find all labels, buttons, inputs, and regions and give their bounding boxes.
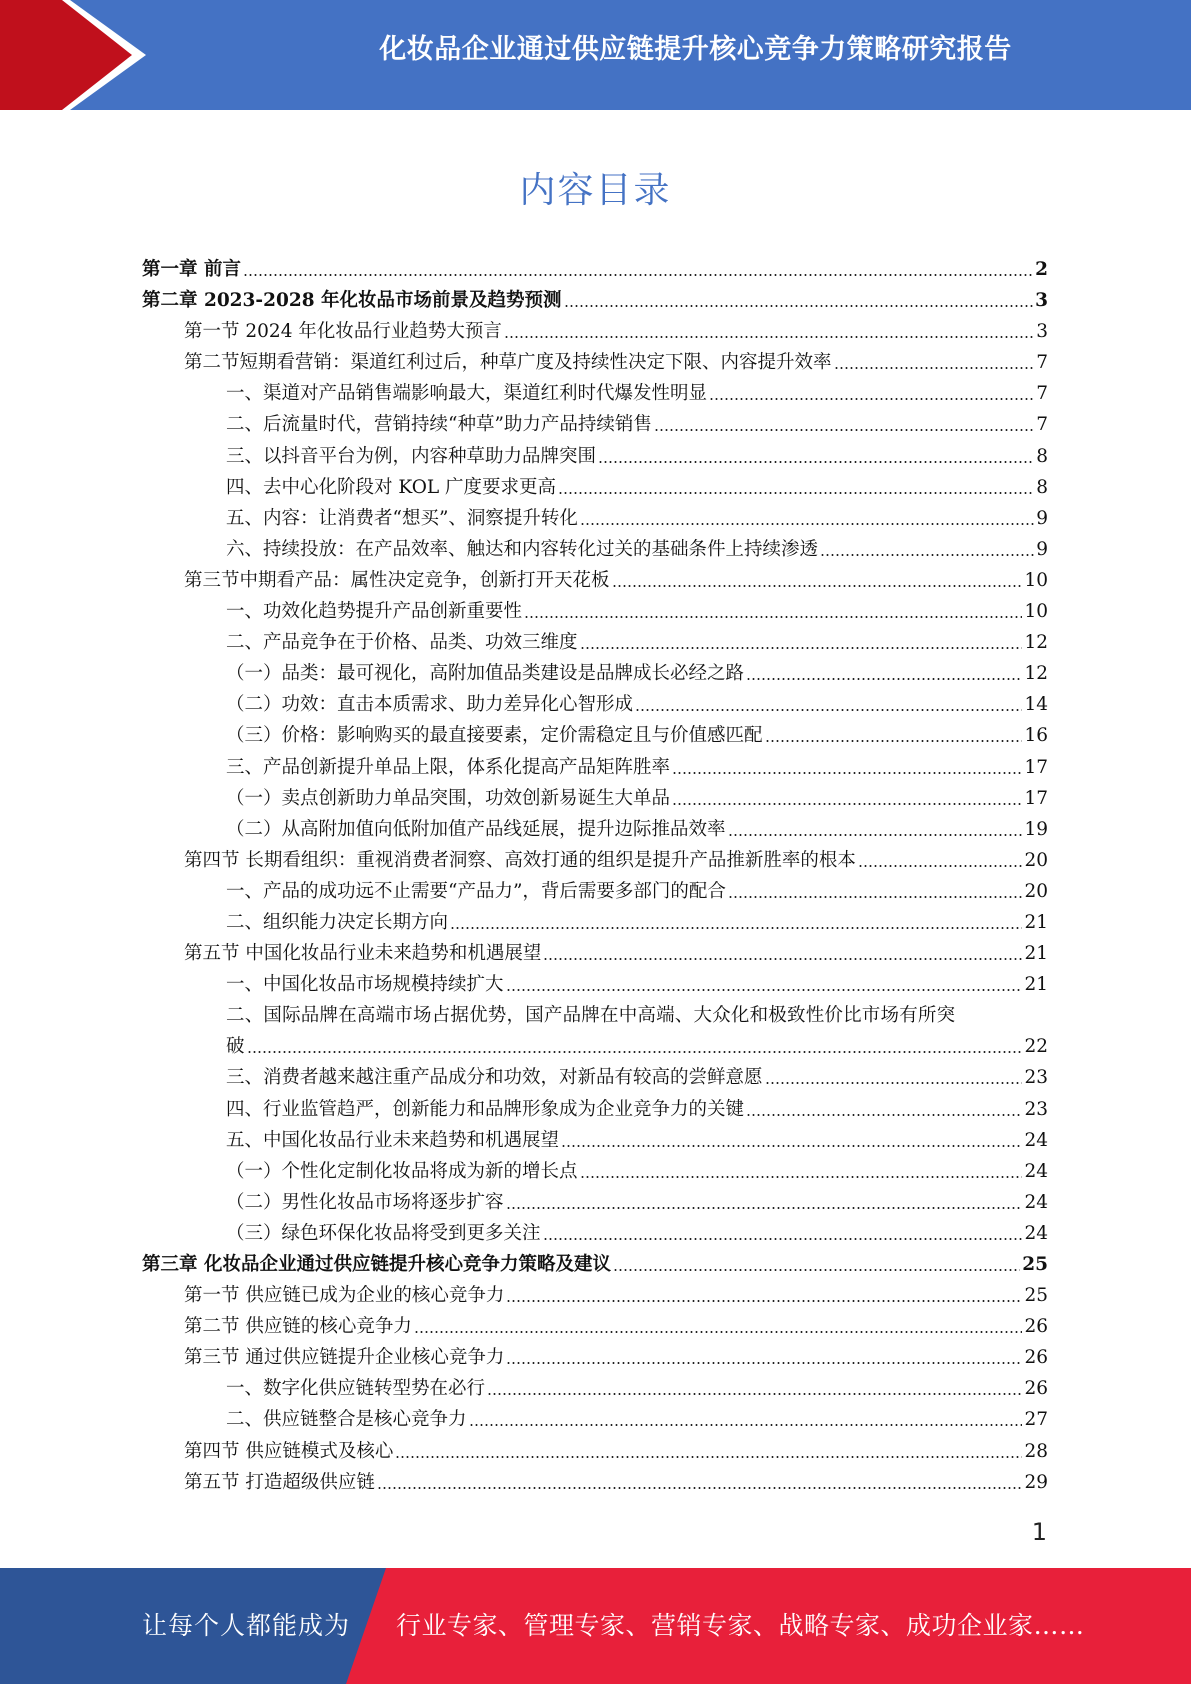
toc-entry-title: 一、中国化妆品市场规模持续扩大 (226, 974, 504, 996)
toc-entry-title: （三）绿色环保化妆品将受到更多关注 (226, 1222, 541, 1244)
toc-entry-title: （三）价格：影响购买的最直接要素，定价需稳定且与价值感匹配 (226, 725, 763, 747)
toc-entry-page: 23 (1024, 1067, 1048, 1089)
dot-leader (524, 601, 1022, 620)
toc-entry[interactable] (142, 472, 1048, 503)
toc-entry-page: 26 (1024, 1378, 1048, 1400)
toc-entry[interactable] (142, 1436, 1048, 1467)
toc-entry[interactable] (142, 845, 1048, 876)
page-number: 1 (1031, 1518, 1047, 1546)
toc-entry-page: 24 (1024, 1160, 1048, 1182)
toc-entry-title: 第三节 通过供应链提升企业核心竞争力 (184, 1347, 505, 1369)
toc-entry-page: 28 (1024, 1440, 1048, 1462)
toc-entry-page: 12 (1024, 632, 1048, 654)
toc-entry-title: 第五节 打造超级供应链 (184, 1471, 375, 1493)
toc-entry-page: 22 (1024, 1036, 1048, 1058)
dot-leader (765, 725, 1023, 744)
toc-entry[interactable] (142, 534, 1048, 565)
toc-entry-page: 29 (1024, 1471, 1048, 1493)
toc-entry-title: 第二节 供应链的核心竞争力 (184, 1316, 412, 1338)
toc-entry-page: 23 (1024, 1098, 1048, 1120)
toc-entry-title: （二）功效：直击本质需求、助力差异化心智形成 (226, 694, 634, 716)
toc-entry-title: （二）从高附加值向低附加值产品线延展，提升边际推品效率 (226, 818, 726, 840)
toc-entry-title: 二、组织能力决定长期方向 (226, 911, 449, 933)
toc-entry-title: 破 (226, 1036, 245, 1058)
toc-entry-page: 17 (1024, 756, 1048, 778)
toc-entry-page: 2 (1035, 259, 1048, 280)
toc-entry[interactable] (142, 347, 1048, 378)
toc-entry-page: 24 (1024, 1222, 1048, 1244)
toc-entry[interactable] (142, 938, 1048, 969)
toc-entry[interactable] (142, 1125, 1048, 1156)
dot-leader (746, 663, 1022, 682)
toc-entry[interactable] (142, 1404, 1048, 1435)
toc-entry-title: 三、消费者越来越注重产品成分和功效，对新品有较高的尝鲜意愿 (226, 1067, 763, 1089)
toc-entry[interactable] (142, 316, 1048, 347)
dot-leader (414, 1316, 1023, 1335)
toc-entry-page: 21 (1024, 943, 1048, 965)
toc-entry-page: 7 (1036, 414, 1048, 436)
dot-leader (728, 818, 1023, 837)
toc-entry-title: 第三节中期看产品：属性决定竞争，创新打开天花板 (184, 569, 610, 591)
dot-leader (543, 1222, 1023, 1241)
toc-entry-page: 3 (1035, 290, 1048, 312)
toc-entry-title: 二、供应链整合是核心竞争力 (226, 1409, 467, 1431)
toc-entry-title: （一）个性化定制化妆品将成为新的增长点 (226, 1160, 578, 1182)
toc-entry-page: 9 (1036, 507, 1048, 529)
dot-leader (613, 1254, 1020, 1273)
dot-leader (580, 507, 1034, 526)
dot-leader (504, 321, 1034, 340)
toc-entry-page: 26 (1024, 1316, 1048, 1338)
header-chevron-logo (0, 0, 160, 110)
dot-leader (580, 1160, 1023, 1179)
dot-leader (858, 849, 1023, 868)
toc-entry-title: 第二章 2023-2028 年化妆品市场前景及趋势预测 (142, 290, 562, 312)
toc-entry[interactable] (142, 627, 1048, 658)
toc-entry-page: 14 (1024, 694, 1048, 716)
toc-entry-page: 27 (1024, 1409, 1048, 1431)
toc-entry-title: 三、产品创新提升单品上限，体系化提高产品矩阵胜率 (226, 756, 671, 778)
toc-entry[interactable] (142, 1000, 1048, 1031)
toc-entry[interactable] (142, 783, 1048, 814)
toc-entry[interactable] (142, 1280, 1048, 1311)
footer-slogan-left: 让每个人都能成为 (142, 1611, 351, 1640)
toc-entry-page: 19 (1024, 818, 1048, 840)
toc-entry[interactable] (142, 285, 1048, 316)
dot-leader (243, 259, 1033, 278)
toc-entry-page: 26 (1024, 1347, 1048, 1369)
toc-entry[interactable] (142, 254, 1048, 285)
toc-entry[interactable] (142, 814, 1048, 845)
page-footer (0, 1568, 1191, 1684)
toc-entry-title: 三、以抖音平台为例，内容种草助力品牌突围 (226, 445, 597, 467)
dot-leader (728, 880, 1023, 899)
dot-leader (820, 538, 1034, 557)
toc-entry-page: 20 (1024, 849, 1048, 871)
toc-entry-page: 25 (1024, 1285, 1048, 1307)
table-of-contents (142, 254, 1048, 1498)
toc-entry-title: 第五节 中国化妆品行业未来趋势和机遇展望 (184, 943, 542, 965)
toc-entry-page: 10 (1024, 601, 1048, 623)
toc-entry[interactable] (142, 689, 1048, 720)
toc-entry-title: 二、国际品牌在高端市场占据优势，国产品牌在中高端、大众化和极致性价比市场有所突 (226, 1005, 956, 1027)
toc-entry[interactable] (142, 1467, 1048, 1498)
toc-entry[interactable] (142, 658, 1048, 689)
toc-entry-page: 10 (1024, 569, 1048, 591)
toc-entry-title: 第一节 供应链已成为企业的核心竞争力 (184, 1285, 505, 1307)
dot-leader (654, 414, 1034, 433)
toc-entry-title: 第三章 化妆品企业通过供应链提升核心竞争力策略及建议 (142, 1254, 611, 1275)
toc-entry-page: 7 (1036, 383, 1048, 405)
toc-entry-page: 17 (1024, 787, 1048, 809)
toc-entry-title: 四、行业监管趋严，创新能力和品牌形象成为企业竞争力的关键 (226, 1098, 745, 1120)
dot-leader (564, 290, 1034, 309)
dot-leader (506, 1191, 1023, 1210)
dot-leader (506, 1347, 1022, 1366)
report-title: 化妆品企业通过供应链提升核心竞争力策略研究报告 (379, 34, 1012, 65)
toc-entry[interactable] (142, 1249, 1048, 1280)
toc-entry-title: 一、数字化供应链转型势在必行 (226, 1378, 486, 1400)
toc-entry-title: 二、后流量时代，营销持续“种草”助力产品持续销售 (226, 414, 652, 436)
dot-leader (612, 569, 1023, 588)
toc-entry-title: 五、内容：让消费者“想买”、洞察提升转化 (226, 507, 578, 529)
toc-entry-title: 第二节短期看营销：渠道红利过后，种草广度及持续性决定下限、内容提升效率 (184, 352, 832, 374)
toc-entry-title: 二、产品竞争在于价格、品类、功效三维度 (226, 632, 578, 654)
dot-leader (450, 911, 1022, 930)
toc-entry-title: 一、产品的成功远不止需要“产品力”，背后需要多部门的配合 (226, 880, 726, 902)
toc-entry-page: 24 (1024, 1129, 1048, 1151)
page-header (0, 0, 1191, 110)
dot-leader (377, 1471, 1023, 1490)
toc-entry[interactable] (142, 1187, 1048, 1218)
toc-entry-title: （一）品类：最可视化，高附加值品类建设是品牌成长必经之路 (226, 663, 745, 685)
toc-entry-page: 20 (1024, 880, 1048, 902)
dot-leader (580, 632, 1023, 651)
dot-leader (558, 476, 1034, 495)
toc-entry-title: 一、功效化趋势提升产品创新重要性 (226, 601, 523, 623)
dot-leader (543, 943, 1022, 962)
toc-entry-title: 第一节 2024 年化妆品行业趋势大预言 (184, 321, 502, 343)
dot-leader (561, 1129, 1022, 1148)
toc-entry-title: 第一章 前言 (142, 259, 241, 280)
toc-entry-title: 五、中国化妆品行业未来趋势和机遇展望 (226, 1129, 560, 1151)
toc-entry-page: 8 (1036, 476, 1048, 498)
toc-entry-page: 8 (1036, 445, 1048, 467)
toc-entry[interactable] (142, 969, 1048, 1000)
dot-leader (469, 1409, 1023, 1428)
toc-entry-title: （一）卖点创新助力单品突围，功效创新易诞生大单品 (226, 787, 671, 809)
toc-entry-page: 12 (1024, 663, 1048, 685)
toc-entry-title: 一、渠道对产品销售端影响最大，渠道红利时代爆发性明显 (226, 383, 708, 405)
toc-entry-page: 7 (1036, 352, 1048, 374)
dot-leader (834, 352, 1035, 371)
dot-leader (506, 974, 1023, 993)
toc-entry[interactable] (142, 1342, 1048, 1373)
toc-entry-title: 六、持续投放：在产品效率、触达和内容转化过关的基础条件上持续渗透 (226, 538, 819, 560)
toc-entry-page: 21 (1024, 974, 1048, 996)
toc-entry[interactable] (142, 441, 1048, 472)
toc-entry-title: 四、去中心化阶段对 KOL 广度要求更高 (226, 476, 557, 498)
dot-leader (506, 1285, 1022, 1304)
toc-entry[interactable] (142, 596, 1048, 627)
toc-entry-title: （二）男性化妆品市场将逐步扩容 (226, 1191, 504, 1213)
dot-leader (672, 787, 1022, 806)
toc-entry[interactable] (142, 378, 1048, 409)
toc-entry[interactable] (142, 1156, 1048, 1187)
dot-leader (487, 1378, 1022, 1397)
toc-entry-title: 第四节 供应链模式及核心 (184, 1440, 394, 1462)
toc-entry[interactable] (142, 1373, 1048, 1404)
dot-leader (746, 1098, 1022, 1117)
dot-leader (247, 1036, 1023, 1055)
dot-leader (672, 756, 1022, 775)
toc-title: 内容目录 (519, 170, 672, 211)
footer-slogan-right: 行业专家、管理专家、营销专家、战略专家、成功企业家…… (396, 1611, 1085, 1640)
toc-entry[interactable] (142, 752, 1048, 783)
toc-entry[interactable] (142, 1094, 1048, 1125)
toc-entry-title: 第四节 长期看组织：重视消费者洞察、高效打通的组织是提升产品推新胜率的根本 (184, 849, 856, 871)
dot-leader (635, 694, 1022, 713)
toc-entry-page: 3 (1036, 321, 1048, 343)
toc-entry[interactable] (142, 409, 1048, 440)
toc-entry-continued[interactable] (142, 1031, 1048, 1062)
toc-entry-page: 16 (1024, 725, 1048, 747)
toc-entry-page: 24 (1024, 1191, 1048, 1213)
toc-entry-page: 25 (1022, 1254, 1048, 1275)
toc-entry[interactable] (142, 907, 1048, 938)
toc-entry-page: 21 (1024, 911, 1048, 933)
toc-entry[interactable] (142, 720, 1048, 751)
dot-leader (395, 1440, 1022, 1459)
toc-entry[interactable] (142, 1218, 1048, 1249)
toc-entry[interactable] (142, 1311, 1048, 1342)
toc-entry[interactable] (142, 1062, 1048, 1093)
toc-entry-page: 9 (1036, 538, 1048, 560)
dot-leader (709, 383, 1034, 402)
dot-leader (598, 445, 1034, 464)
toc-entry[interactable] (142, 503, 1048, 534)
toc-entry[interactable] (142, 565, 1048, 596)
toc-entry[interactable] (142, 876, 1048, 907)
dot-leader (765, 1067, 1023, 1086)
